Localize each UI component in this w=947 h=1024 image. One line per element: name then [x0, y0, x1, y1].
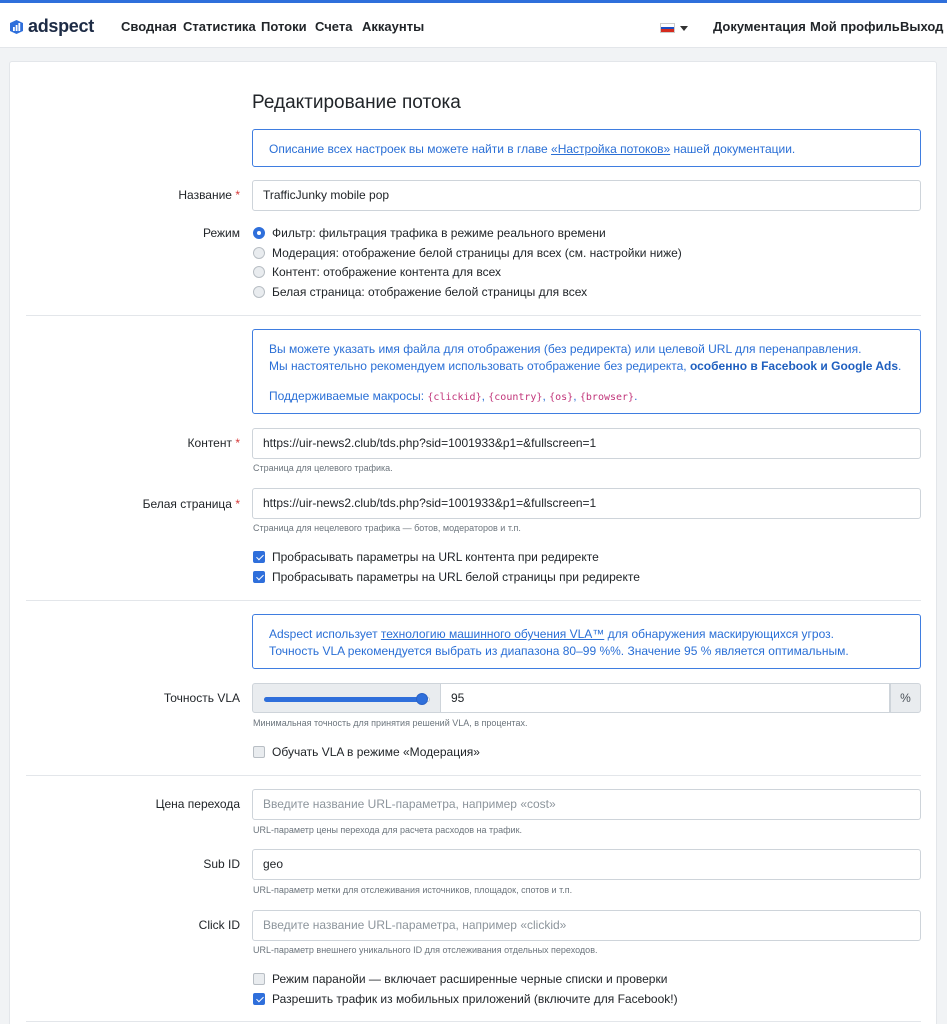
content-url-input[interactable]: https://uir-news2.club/tds.php?sid=1001933&p1=&fullscreen=1: [252, 428, 921, 459]
required-mark: *: [235, 436, 240, 450]
train-vla-checkbox[interactable]: [253, 745, 480, 759]
macro-os: {os}: [549, 392, 574, 403]
nav-streams[interactable]: Потоки: [261, 19, 307, 34]
nav-statistics[interactable]: Статистика: [183, 19, 256, 34]
vla-label: Точность VLA: [163, 691, 240, 705]
vla-slider-group: [252, 683, 441, 713]
checkbox-checked-icon[interactable]: [253, 571, 265, 583]
macro-browser: {browser}: [579, 392, 635, 403]
checkbox-icon[interactable]: [253, 746, 265, 758]
nav-documentation[interactable]: Документация: [713, 19, 806, 34]
clickid-help: URL-параметр внешнего уникального ID для отслеживания отдельных переходов.: [253, 945, 598, 955]
checkbox-checked-icon[interactable]: [253, 551, 265, 563]
divider: [26, 600, 921, 601]
docs-info-text-end: нашей документации.: [670, 142, 796, 156]
vla-technology-link[interactable]: технологию машинного обучения VLA™: [380, 627, 605, 641]
mode-option-label: Модерация: отображение белой страницы для всех (см. настройки ниже): [272, 246, 682, 260]
checkbox-label: Пробрасывать параметры на URL контента при редиректе: [272, 550, 599, 564]
name-label: Название *: [178, 188, 240, 202]
checkbox-label: Разрешить трафик из мобильных приложений (включите для Facebook!): [272, 992, 678, 1006]
subid-help: URL-параметр метки для отслеживания источников, площадок, спотов и т.п.: [253, 885, 573, 895]
nav-my-profile[interactable]: Мой профиль: [810, 19, 900, 34]
mode-option-filter[interactable]: [253, 226, 606, 240]
mode-option-label: Фильтр: фильтрация трафика в режиме реального времени: [272, 226, 606, 240]
divider: [26, 775, 921, 776]
checkbox-label: Пробрасывать параметры на URL белой страницы при редиректе: [272, 570, 640, 584]
mode-option-label: Белая страница: отображение белой страницы для всех: [272, 285, 588, 299]
price-label: Цена перехода: [155, 797, 240, 811]
vla-slider-fill: [264, 697, 422, 702]
content-label: Контент *: [187, 436, 240, 450]
clickid-input[interactable]: Введите название URL-параметра, например «clickid»: [252, 910, 921, 941]
radio-selected-icon[interactable]: [253, 227, 265, 239]
nav-summary[interactable]: Сводная: [121, 19, 177, 34]
checkbox-label: Обучать VLA в режиме «Модерация»: [272, 745, 480, 759]
navbar: [0, 3, 947, 48]
vla-value-input[interactable]: 95: [441, 683, 890, 713]
white-page-url-input[interactable]: https://uir-news2.club/tds.php?sid=1001933&p1=&fullscreen=1: [252, 488, 921, 519]
white-page-label: Белая страница *: [142, 497, 240, 511]
logo[interactable]: [9, 16, 94, 37]
mode-option-moderation[interactable]: [253, 246, 682, 260]
divider: [26, 1021, 921, 1022]
required-mark: *: [235, 188, 240, 202]
radio-icon[interactable]: [253, 286, 265, 298]
nav-invoices[interactable]: Счета: [315, 19, 353, 34]
pass-params-content-checkbox[interactable]: [253, 550, 599, 564]
price-help: URL-параметр цены перехода для расчета расходов на трафик.: [253, 825, 523, 835]
mode-option-content[interactable]: [253, 265, 501, 279]
macros-line: Поддерживаемые макросы: {clickid}, {country}, {os}, {browser}.: [269, 389, 638, 403]
ru-flag-icon[interactable]: [660, 23, 675, 33]
checkbox-icon[interactable]: [253, 973, 265, 985]
mode-label: Режим: [203, 226, 240, 240]
vla-unit-addon: %: [890, 683, 921, 713]
docs-info-text: Описание всех настроек вы можете найти в главе: [269, 142, 552, 156]
content-info-box: [252, 329, 921, 414]
divider: [26, 315, 921, 316]
logo-icon: [9, 19, 24, 35]
docs-link[interactable]: «Настройка потоков»: [551, 142, 671, 156]
name-input[interactable]: TrafficJunky mobile pop: [252, 180, 921, 211]
macro-country: {country}: [488, 392, 543, 403]
chevron-down-icon[interactable]: [680, 26, 688, 31]
required-mark: *: [235, 497, 240, 511]
macro-clickid: {clickid}: [427, 392, 482, 403]
subid-label: Sub ID: [203, 857, 240, 871]
content-info-line2: Мы настоятельно рекомендуем использовать отображение без редиректа, особенно в Facebook и Google Ads.: [269, 359, 902, 373]
clickid-label: Click ID: [198, 918, 240, 932]
checkbox-label: Режим паранойи — включает расширенные черные списки и проверки: [272, 972, 668, 986]
allow-mobile-apps-checkbox[interactable]: [253, 992, 678, 1006]
white-page-help: Страница для нецелевого трафика — ботов, модераторов и т.п.: [253, 523, 521, 533]
vla-info-line1: Adspect использует технологию машинного обучения VLA™ для обнаружения маскирующихся угроз.: [269, 627, 834, 641]
docs-info-box: [252, 129, 921, 167]
radio-icon[interactable]: [253, 266, 265, 278]
nav-logout[interactable]: Выход: [900, 19, 944, 34]
content-help: Страница для целевого трафика.: [253, 463, 393, 473]
vla-help: Минимальная точность для принятия решений VLA, в процентах.: [253, 718, 528, 728]
content-info-line1: Вы можете указать имя файла для отображения (без редиректа) или целевой URL для перенаправления.: [269, 342, 862, 356]
page-title: Редактирование потока: [252, 92, 461, 113]
vla-info-box: [252, 614, 921, 669]
paranoia-mode-checkbox[interactable]: [253, 972, 667, 986]
price-param-input[interactable]: Введите название URL-параметра, например «cost»: [252, 789, 921, 820]
logo-text: adspect: [28, 16, 94, 36]
mode-option-white-page[interactable]: [253, 285, 587, 299]
pass-params-white-checkbox[interactable]: [253, 570, 640, 584]
vla-info-line2: Точность VLA рекомендуется выбрать из диапазона 80–99 %%. Значение 95 % является оптимальным.: [269, 644, 849, 658]
vla-slider-thumb[interactable]: [416, 693, 428, 705]
subid-input[interactable]: geo: [252, 849, 921, 880]
nav-accounts[interactable]: Аккаунты: [362, 19, 425, 34]
mode-option-label: Контент: отображение контента для всех: [272, 265, 502, 279]
radio-icon[interactable]: [253, 247, 265, 259]
checkbox-checked-icon[interactable]: [253, 993, 265, 1005]
